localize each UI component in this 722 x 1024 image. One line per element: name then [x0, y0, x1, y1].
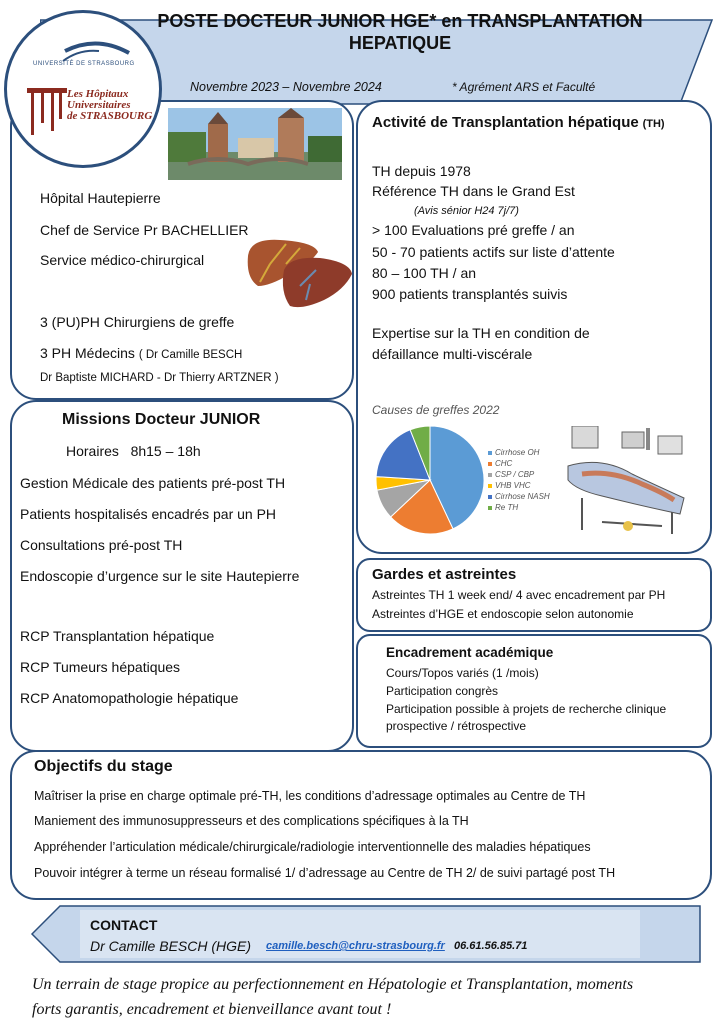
legend-swatch: [488, 484, 492, 488]
mission-item: RCP Tumeurs hépatiques: [20, 659, 181, 675]
legend-swatch: [488, 451, 492, 455]
contact-banner: [30, 904, 702, 964]
senior-advice: (Avis sénior H24 7j/7): [414, 205, 519, 217]
strasbourg-photo: [168, 108, 342, 180]
expertise-line2: défaillance multi-viscérale: [372, 346, 533, 362]
mission-item: RCP Transplantation hépatique: [20, 628, 215, 644]
gardes-line1: Astreintes TH 1 week end/ 4 avec encadrement par PH: [372, 588, 666, 602]
agrement-note: * Agrément ARS et Faculté: [452, 80, 596, 94]
legend-label: Cirrhose NASH: [495, 492, 550, 501]
patients-followed: 900 patients transplantés suivis: [372, 286, 568, 302]
mission-item: Endoscopie d’urgence sur le site Hautepierre: [20, 568, 300, 584]
objectifs-title: Objectifs du stage: [34, 758, 173, 775]
logo-hospital-name: Les Hôpitaux Universitaires de STRASBOURG: [67, 88, 153, 122]
evaluations: > 100 Evaluations pré greffe / an: [372, 222, 575, 238]
legend-label: Cirrhose OH: [495, 448, 540, 457]
hospital-name: Hôpital Hautepierre: [40, 190, 161, 206]
th-reference: Référence TH dans le Grand Est: [372, 183, 575, 199]
mission-item: Gestion Médicale des patients pré-post TH: [20, 475, 286, 491]
encadrement-item: Participation congrès: [386, 684, 499, 698]
mission-item: RCP Anatomopathologie hépatique: [20, 690, 239, 706]
activity-title: Activité de Transplantation hépatique (TH): [372, 114, 665, 131]
legend-item: [488, 503, 518, 512]
missions-title: Missions Docteur JUNIOR: [62, 411, 261, 428]
objectif-item: Appréhender l’articulation médicale/chirurgicale/radiologie interventionnelle des maladies hépatiques: [34, 840, 591, 854]
objectif-item: Maniement des immunosuppresseurs et des complications spécifiques à la TH: [34, 814, 469, 828]
encadrement-title: Encadrement académique: [386, 645, 554, 660]
encadrement-item: Participation possible à projets de recherche clinique: [386, 702, 667, 716]
chart-legend: [488, 448, 568, 518]
hospital-logo: UNIVERSITÉ DE STRASBOURG Les Hôpitaux Universitaires de STRASBOURG: [4, 10, 162, 168]
waiting-list: 50 - 70 patients actifs sur liste d’attente: [372, 244, 615, 260]
objectif-item: Pouvoir intégrer à terme un réseau formalisé 1/ d’adressage au Centre de TH 2/ de suivi partagé post TH: [34, 866, 616, 880]
physicians-names: Dr Baptiste MICHARD - Dr Thierry ARTZNER ): [40, 372, 279, 384]
legend-label: Re TH: [495, 503, 519, 512]
hours-line: Horaires 8h15 – 18h: [66, 443, 201, 459]
patient-illustration: [562, 426, 692, 538]
legend-label: CHC: [495, 459, 513, 468]
legend-label: CSP / CBP: [495, 470, 535, 479]
liver-illustration: [240, 234, 356, 318]
service-type: Service médico-chirurgical: [40, 252, 205, 268]
contact-title: CONTACT: [90, 917, 158, 933]
legend-item: [488, 492, 550, 501]
gardes-line2: Astreintes d’HGE et endoscopie selon autonomie: [372, 607, 634, 621]
contact-phone: 06.61.56.85.71: [454, 940, 528, 952]
legend-item: [488, 459, 512, 468]
legend-swatch: [488, 495, 492, 499]
legend-item: [488, 448, 539, 457]
legend-item: [488, 470, 534, 479]
gardes-title: Gardes et astreintes: [372, 566, 517, 583]
period-text: Novembre 2023 – Novembre 2024: [190, 80, 382, 94]
expertise-line1: Expertise sur la TH en condition de: [372, 325, 590, 341]
th-since: TH depuis 1978: [372, 163, 471, 179]
legend-swatch: [488, 462, 492, 466]
chart-title: Causes de greffes 2022: [372, 403, 500, 417]
objectif-item: Maîtriser la prise en charge optimale pré-TH, les conditions d’adressage optimales au Centre de TH: [34, 789, 586, 803]
contact-name: Dr Camille BESCH (HGE): [90, 938, 252, 954]
legend-swatch: [488, 506, 492, 510]
contact-email-link[interactable]: camille.besch@chru-strasbourg.fr: [266, 940, 445, 952]
pie-chart: [374, 424, 486, 536]
mission-item: Patients hospitalisés encadrés par un PH: [20, 506, 277, 522]
legend-item: [488, 481, 531, 490]
physicians-line: 3 PH Médecins ( Dr Camille BESCH: [40, 345, 243, 361]
surgeons-count: 3 (PU)PH Chirurgiens de greffe: [40, 314, 235, 330]
encadrement-item: Cours/Topos variés (1 /mois): [386, 666, 539, 680]
th-per-year: 80 – 100 TH / an: [372, 265, 477, 281]
encadrement-item: prospective / rétrospective: [386, 719, 527, 733]
footer-slogan: Un terrain de stage propice au perfectionnement en Hépatologie et Transplantation, moments forts garantis, encadrement et bienveillance avant tout !: [32, 976, 634, 1018]
mission-item: Consultations pré-post TH: [20, 537, 183, 553]
page-title: POSTE DOCTEUR JUNIOR HGE* en TRANSPLANTATION HEPATIQUE: [157, 11, 643, 53]
service-chief: Chef de Service Pr BACHELLIER: [40, 222, 249, 238]
legend-label: VHB VHC: [495, 481, 531, 490]
legend-swatch: [488, 473, 492, 477]
